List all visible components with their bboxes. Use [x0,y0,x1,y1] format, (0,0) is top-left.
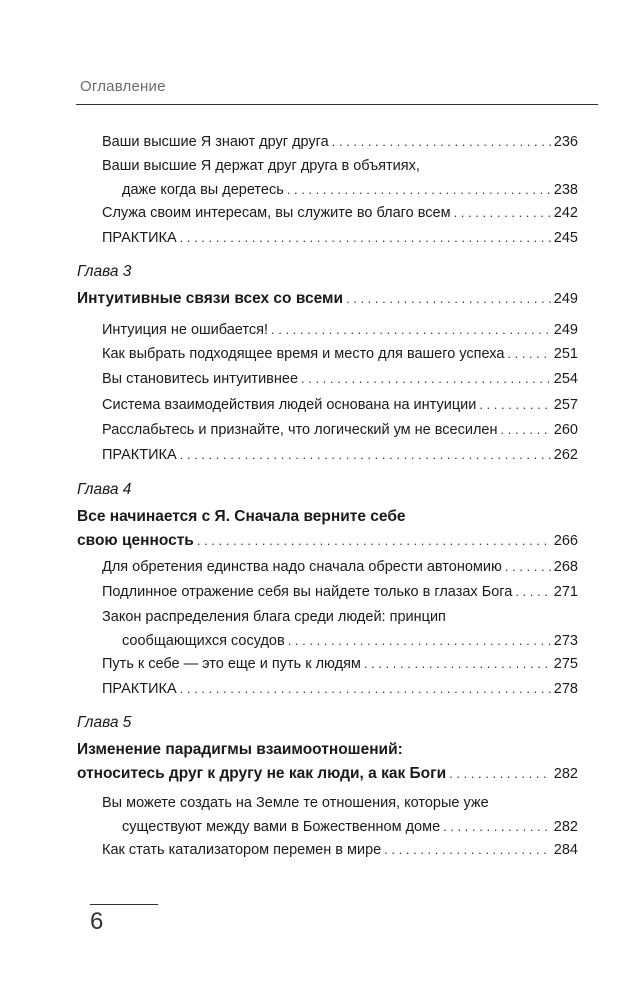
toc-entry[interactable] [102,580,578,604]
leader-dots [197,529,551,553]
toc-page-number: 242 [553,205,578,221]
toc-entry[interactable] [102,393,578,417]
leader-dots [479,393,550,417]
leader-dots [443,815,551,839]
toc-entry[interactable] [102,555,578,579]
footer-rule [90,904,158,905]
leader-dots [454,201,551,225]
toc-entry-title: Вы становитесь интуитивнее [102,371,299,387]
toc-entry-title: Как стать катализатором перемен в мире [102,842,382,858]
toc-page-number: 254 [553,371,578,387]
toc-entry-title: Служа своим интересам, вы служите во благо всем [102,205,451,221]
toc-entry-title: Интуиция не ошибается! [102,322,268,338]
leader-dots [364,652,551,676]
leader-dots [180,677,551,701]
toc-entry[interactable] [102,367,578,391]
toc-entry-title: Ваши высшие Я держат друг друга в объятиях, [102,158,420,174]
running-head: Оглавление [80,78,166,95]
toc-entry-title: ПРАКТИКА [102,230,177,246]
leader-dots [501,418,551,442]
toc-page-number: 266 [553,533,578,549]
chapter-title: Изменение парадигмы взаимоотношений: [77,741,403,758]
toc-entry[interactable] [102,154,578,202]
toc-entry-title: Система взаимодействия людей основана на интуиции [102,397,477,413]
toc-entry[interactable] [102,226,578,250]
toc-page-number: 262 [553,447,578,463]
chapter-title-cont: относитесь друг к другу не как люди, а как Боги [77,765,447,782]
chapter-entry[interactable] [77,738,578,786]
toc-page-number: 249 [553,291,578,307]
toc-entry[interactable] [102,605,578,653]
toc-page-number: 273 [553,633,578,649]
toc-page-number: 268 [553,559,578,575]
chapter-title-cont: свою ценность [77,532,194,549]
leader-dots [301,367,551,391]
toc-entry-title: Путь к себе — это еще и путь к людям [102,656,361,672]
toc-entry-title: Подлинное отражение себя вы найдете только в глазах Бога [102,584,513,600]
toc-entry-title-cont: даже когда вы деретесь [122,182,284,198]
chapter-title: Интуитивные связи всех со всеми [77,290,344,307]
toc-page-number: 245 [553,230,578,246]
toc-entry[interactable] [102,130,578,154]
leader-dots [180,443,551,467]
toc-entry-title-cont: существуют между вами в Божественном доме [122,819,441,835]
chapter-entry[interactable] [77,287,578,311]
toc-entry-title: Расслабьтесь и признайте, что логический ум не всесилен [102,422,498,438]
toc-entry-title-cont: сообщающихся сосудов [122,633,285,649]
toc-entry[interactable] [102,652,578,676]
toc-entry[interactable] [102,838,578,862]
toc-entry[interactable] [102,318,578,342]
toc-page-number: 284 [553,842,578,858]
leader-dots [449,762,551,786]
toc-page-number: 257 [553,397,578,413]
chapter-label: Глава 3 [77,263,132,280]
chapter-title: Все начинается с Я. Сначала верните себе [77,508,406,525]
toc-entry-title: ПРАКТИКА [102,447,177,463]
toc-page-number: 249 [553,322,578,338]
chapter-entry[interactable] [77,505,578,553]
toc-entry-title: Ваши высшие Я знают друг друга [102,134,329,150]
toc-entry-title: ПРАКТИКА [102,681,177,697]
leader-dots [507,342,550,366]
toc-entry[interactable] [102,443,578,467]
leader-dots [346,287,551,311]
toc-page-number: 251 [553,346,578,362]
toc-entry-title: Для обретения единства надо сначала обрести автономию [102,559,502,575]
leader-dots [271,318,551,342]
toc-page-number: 238 [553,182,578,198]
toc-entry[interactable] [102,342,578,366]
toc-page-number: 260 [553,422,578,438]
toc-page-number: 275 [553,656,578,672]
toc-entry[interactable] [102,201,578,225]
leader-dots [515,580,550,604]
toc-entry[interactable] [102,677,578,701]
chapter-label: Глава 4 [77,481,132,498]
leader-dots [332,130,551,154]
toc-page-number: 236 [553,134,578,150]
leader-dots [180,226,551,250]
toc-entry[interactable] [102,418,578,442]
leader-dots [288,629,551,653]
toc-page-number: 278 [553,681,578,697]
leader-dots [384,838,551,862]
toc-page-number: 282 [553,766,578,782]
page-number: 6 [90,908,104,935]
toc-entry[interactable] [102,791,578,839]
toc-entry-title: Закон распределения блага среди людей: принцип [102,609,446,625]
toc-page-number: 282 [553,819,578,835]
leader-dots [287,178,551,202]
toc-page-number: 271 [553,584,578,600]
toc-entry-title: Как выбрать подходящее время и место для вашего успеха [102,346,505,362]
leader-dots [505,555,551,579]
toc-entry-title: Вы можете создать на Земле те отношения, которые уже [102,795,489,811]
chapter-label: Глава 5 [77,714,132,731]
